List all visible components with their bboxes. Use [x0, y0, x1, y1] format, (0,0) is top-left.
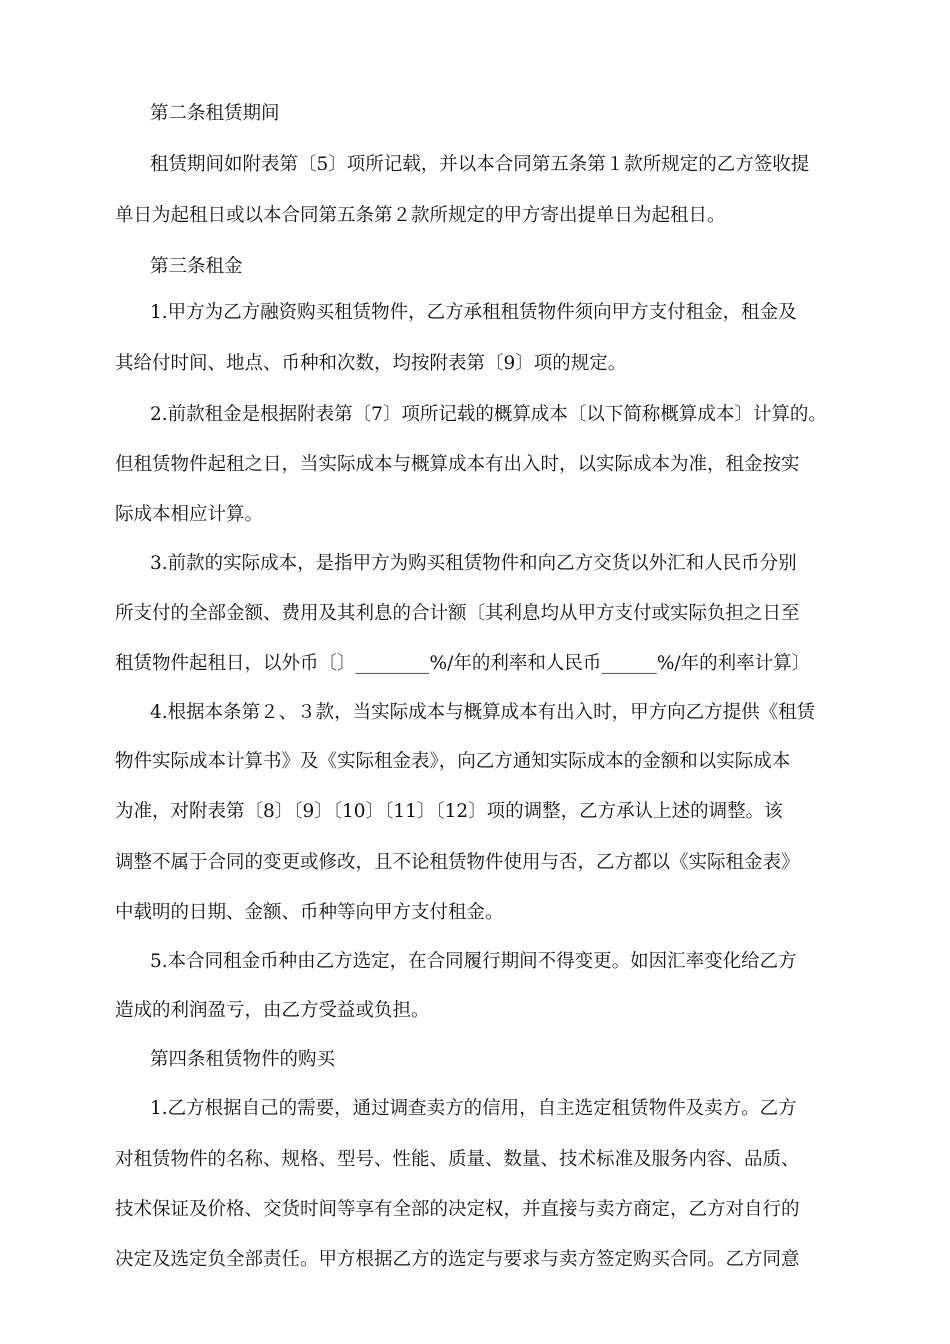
paragraph-line: 租赁期间如附表第〔5〕项所记载，并以本合同第五条第１款所规定的乙方签收提 [150, 154, 810, 175]
paragraph-line: 决定及选定负全部责任。甲方根据乙方的选定与要求与卖方签定购买合同。乙方同意 [115, 1249, 800, 1270]
article-2-heading: 第二条租赁期间 [150, 103, 280, 124]
paragraph-line: 技术保证及价格、交货时间等享有全部的决定权，并直接与卖方商定，乙方对自行的 [115, 1199, 800, 1220]
paragraph-line: 际成本相应计算。 [115, 504, 264, 525]
article-4-heading: 第四条租赁物件的购买 [150, 1049, 336, 1070]
paragraph-line: 所支付的全部金额、费用及其利息的合计额〔其利息均从甲方支付或实际负担之日至 [115, 603, 800, 624]
paragraph-line: 4.根据本条第２、３款，当实际成本与概算成本有出入时，甲方向乙方提供《租赁 [150, 702, 816, 723]
paragraph-line: 其给付时间、地点、币种和次数，均按附表第〔9〕项的规定。 [115, 353, 627, 374]
paragraph-line: 调整不属于合同的变更或修改，且不论租赁物件使用与否，乙方都以《实际租金表》 [115, 852, 800, 873]
paragraph-line: 租赁物件起租日，以外币〔〕________%/年的利率和人民币______%/年的利率计算〕 [115, 653, 811, 674]
paragraph-line: 但租赁物件起租之日，当实际成本与概算成本有出入时，以实际成本为准，租金按实 [115, 454, 800, 475]
paragraph-line: 中载明的日期、金额、币种等向甲方支付租金。 [115, 902, 504, 923]
paragraph-line: 1.甲方为乙方融资购买租赁物件，乙方承租租赁物件须向甲方支付租金，租金及 [150, 302, 797, 323]
paragraph-line: 对租赁物件的名称、规格、型号、性能、质量、数量、技术标准及服务内容、品质、 [115, 1149, 800, 1170]
paragraph-line: 物件实际成本计算书》及《实际租金表》，向乙方通知实际成本的金额和以实际成本 [115, 751, 791, 772]
paragraph-line: 单日为起租日或以本合同第五条第２款所规定的甲方寄出提单日为起租日。 [115, 205, 726, 226]
article-3-heading: 第三条租金 [150, 256, 243, 277]
paragraph-line: 造成的利润盈亏，由乙方受益或负担。 [115, 1000, 430, 1021]
paragraph-line: 1.乙方根据自己的需要，通过调查卖方的信用，自主选定租赁物件及卖方。乙方 [150, 1098, 797, 1119]
paragraph-line: 3.前款的实际成本，是指甲方为购买租赁物件和向乙方交货以外汇和人民币分别 [150, 553, 797, 574]
paragraph-line: 5.本合同租金币种由乙方选定，在合同履行期间不得变更。如因汇率变化给乙方 [150, 951, 797, 972]
paragraph-line: 2.前款租金是根据附表第〔7〕项所记载的概算成本〔以下简称概算成本〕计算的。 [150, 404, 827, 425]
paragraph-line: 为准，对附表第〔8〕〔9〕〔10〕〔11〕〔12〕项的调整，乙方承认上述的调整。该 [115, 801, 783, 822]
